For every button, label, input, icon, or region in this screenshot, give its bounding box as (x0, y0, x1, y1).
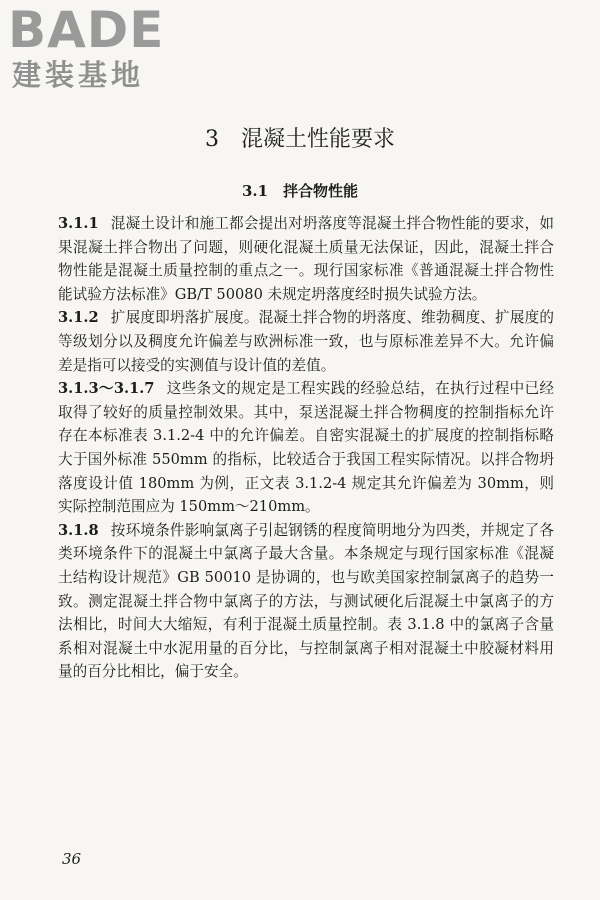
paragraph (58, 519, 554, 684)
page-number: 36 (62, 850, 82, 868)
body-text (58, 212, 554, 684)
paragraph-text: 混凝土设计和施工都会提出对坍落度等混凝土拌合物性能的要求，如果混凝土拌合物出了问题，则硬化混凝土质量无法保证，因此，混凝土拌合物性能是混凝土质量控制的重点之一。现行国家标准《普通混凝土拌合物性能试验方法标准》GB/T 50080 未规定坍落度经时损失试验方法。 (58, 215, 554, 303)
section-title: 3.1 拌合物性能 (241, 182, 359, 200)
paragraph-text: 扩展度即坍落扩展度。混凝土拌合物的坍落度、维勃稠度、扩展度的等级划分以及稠度允许偏差与欧洲标准一致，也与原标准差异不大。允许偏差是指可以接受的实测值与设计值的差值。 (58, 309, 554, 374)
logo-mark: BADE (8, 1, 165, 59)
logo-subtitle: 建装基地 (12, 58, 145, 92)
clause-number: 3.1.2 (58, 309, 99, 327)
paragraph-text: 这些条文的规定是工程实践的经验总结，在执行过程中已经取得了较好的质量控制效果。其中，泵送混凝土拌合物稠度的控制指标允许存在本标准表 3.1.2-4 中的允许偏差。自密实混凝土的扩展度的控制指标略大于国外标准 550mm 的指标，比较适合于我国工程实际情况。以拌合物坍落度设计值 180mm 为例，正文表 3.1.2-4 规定其允许偏差为 30mm，则实际控制范围应为 150mm～210mm。 (58, 380, 554, 516)
paragraph (58, 306, 554, 377)
paragraph (58, 377, 554, 519)
watermark-logo (8, 2, 178, 92)
paragraph-text: 按环境条件影响氯离子引起钢锈的程度简明地分为四类，并规定了各类环境条件下的混凝土中氯离子最大含量。本条规定与现行国家标准《混凝土结构设计规范》GB 50010 是协调的，也与欧美国家控制氯离子的趋势一致。测定混凝土拌合物中氯离子的方法，与测试硬化后混凝土中氯离子的方法相比，时间大大缩短，有利于混凝土质量控制。表 3.1.8 中的氯离子含量系相对混凝土中水泥用量的百分比，与控制氯离子相对混凝土中胶凝材料用量的百分比相比，偏于安全。 (58, 521, 554, 681)
paragraph (58, 212, 554, 306)
clause-number: 3.1.1 (58, 215, 99, 232)
clause-number: 3.1.8 (58, 521, 99, 539)
chapter-title: 3 混凝土性能要求 (205, 127, 395, 152)
clause-number: 3.1.3～3.1.7 (58, 380, 155, 398)
